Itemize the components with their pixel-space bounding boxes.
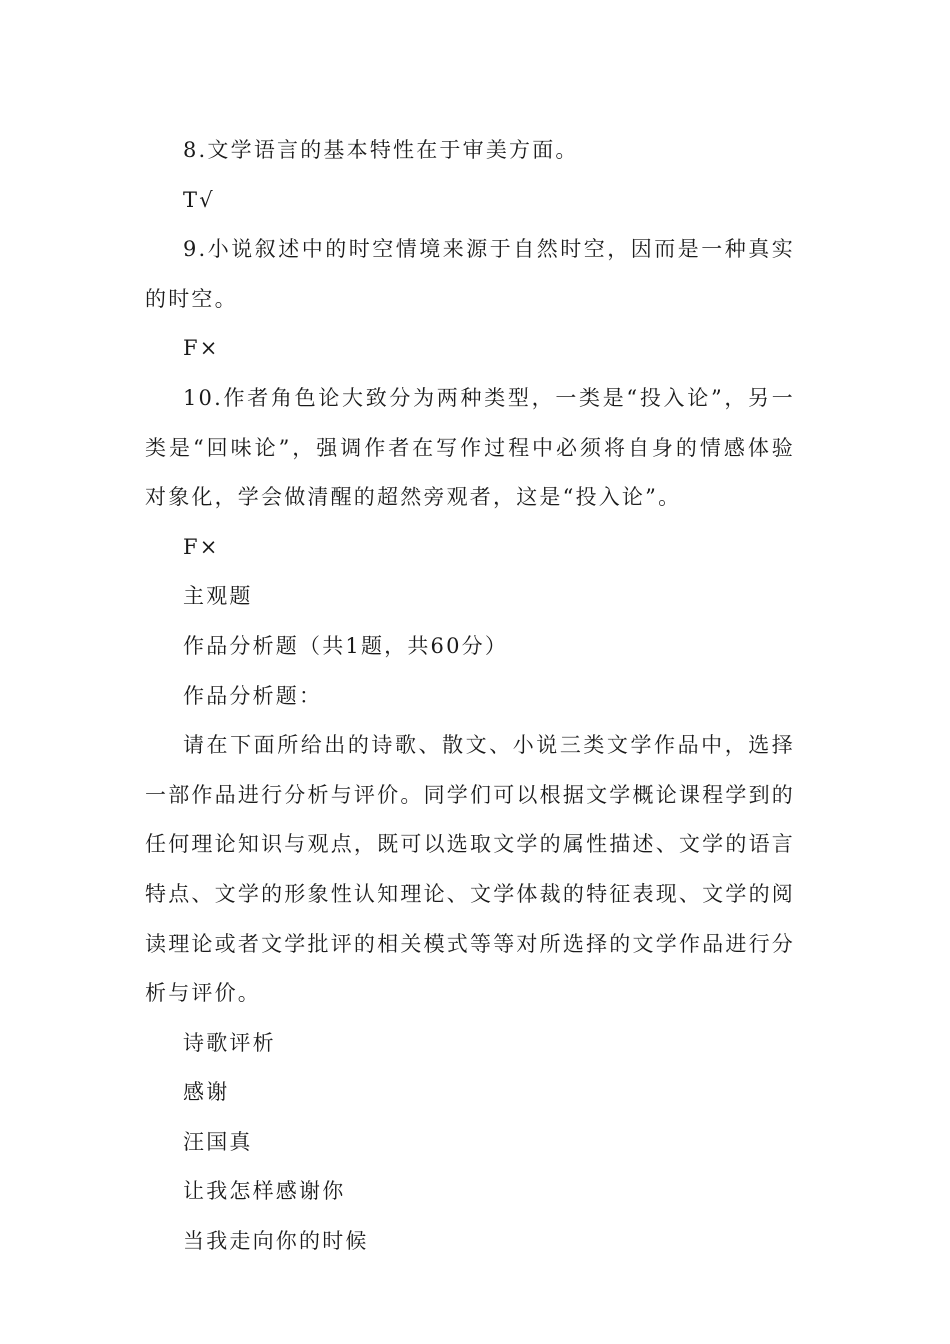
- question-10: 10.作者角色论大致分为两种类型，一类是“投入论”，另一类是“回味论”，强调作者在写作过程中必须将自身的情感体验对象化，学会做清醒的超然旁观者，这是“投入论”。: [145, 385, 795, 510]
- poem-line: 让我怎样感谢你: [183, 1179, 346, 1204]
- answer-8: T√: [183, 187, 215, 212]
- task-label: 作品分析题：: [183, 683, 323, 708]
- poem-author: 汪国真: [183, 1129, 253, 1154]
- answer-9: F×: [183, 336, 220, 361]
- question-9: 9.小说叙述中的时空情境来源于自然时空，因而是一种真实的时空。: [145, 237, 795, 311]
- document-page: [145, 126, 795, 1267]
- poem-line: 当我走向你的时候: [183, 1229, 369, 1254]
- poem-title: 感谢: [183, 1080, 230, 1105]
- section-subheading: 作品分析题（共1题，共60分）: [183, 633, 509, 658]
- section-heading: 主观题: [183, 584, 253, 609]
- task-instructions: 请在下面所给出的诗歌、散文、小说三类文学作品中，选择一部作品进行分析与评价。同学们可以根据文学概论课程学到的任何理论知识与观点，既可以选取文学的属性描述、文学的语言特点、文学的形象性认知理论、文学体裁的特征表现、文学的阅读理论或者文学批评的相关模式等等对所选择的文学作品进行分析与评价。: [145, 733, 795, 1006]
- poetry-section-title: 诗歌评析: [183, 1030, 276, 1055]
- answer-10: F×: [183, 534, 220, 559]
- question-8: 8.文学语言的基本特性在于审美方面。: [183, 138, 579, 162]
